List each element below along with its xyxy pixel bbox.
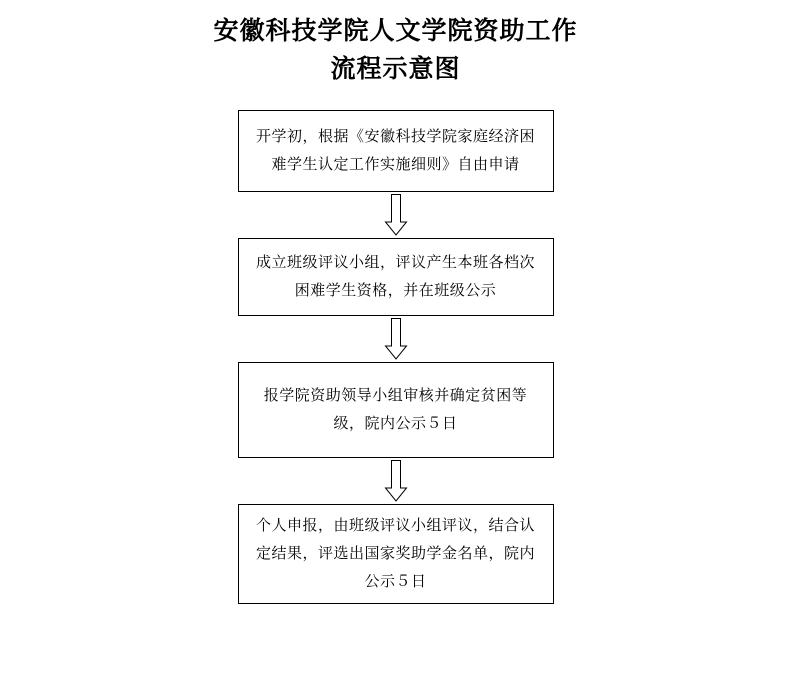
down-arrow-icon [384, 318, 408, 360]
flow-connector-1 [384, 192, 408, 238]
flow-step-1: 开学初，根据《安徽科技学院家庭经济困难学生认定工作实施细则》自由申请 [238, 110, 554, 192]
flow-step-3: 报学院资助领导小组审核并确定贫困等级，院内公示５日 [238, 362, 554, 458]
flow-step-4: 个人申报，由班级评议小组评议，结合认定结果，评选出国家奖助学金名单，院内公示５日 [238, 504, 554, 604]
page-title-line-1: 安徽科技学院人文学院资助工作 [213, 16, 578, 45]
down-arrow-icon [384, 460, 408, 502]
flow-connector-3 [384, 458, 408, 504]
page-title-line-2: 流程示意图 [330, 54, 461, 83]
page-title [0, 0, 791, 88]
flowchart-body [0, 110, 791, 604]
down-arrow-icon [384, 194, 408, 236]
flow-connector-2 [384, 316, 408, 362]
flow-step-2: 成立班级评议小组，评议产生本班各档次困难学生资格，并在班级公示 [238, 238, 554, 316]
